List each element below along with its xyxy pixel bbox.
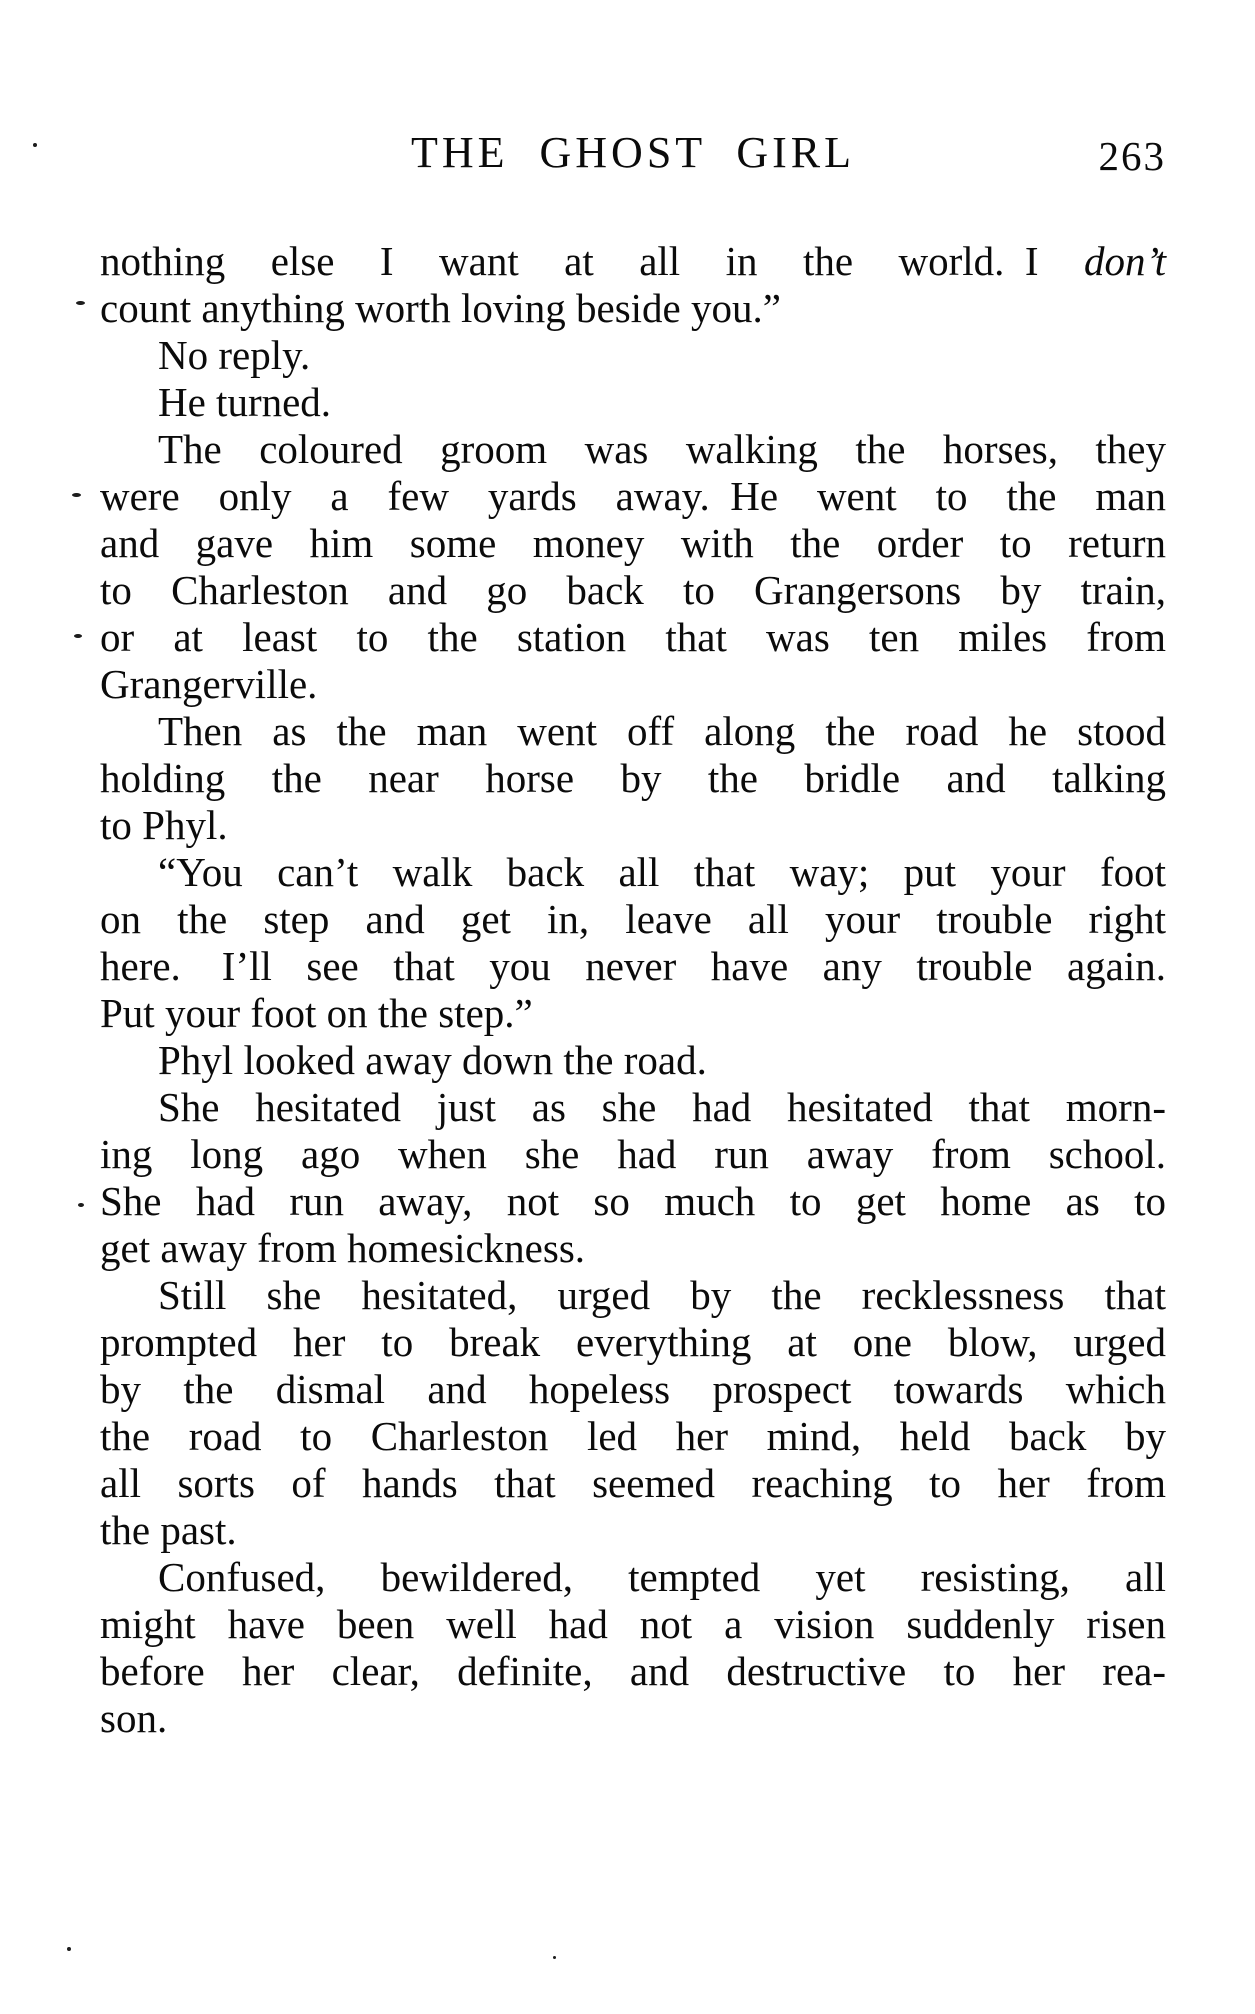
text-line: get away from homesickness. <box>100 1225 586 1271</box>
text-line: son. <box>100 1695 168 1741</box>
text-line: all sorts of hands that seemed reaching to her from <box>100 1460 1166 1506</box>
text-line: Still she hesitated, urged by the recklessness that <box>158 1272 1166 1318</box>
text-line: to Charleston and go back to Grangersons by train, <box>100 567 1166 613</box>
text-line: nothing else I want at all in the world. I don’t <box>100 238 1166 284</box>
text-line: the past. <box>100 1507 237 1553</box>
text-line: ing long ago when she had run away from school. <box>100 1131 1166 1177</box>
page-header <box>100 128 1166 180</box>
text-line: prompted her to break everything at one blow, urged <box>100 1319 1166 1365</box>
running-title: THE GHOST GIRL <box>410 128 856 177</box>
page-number: 263 <box>1098 133 1166 179</box>
text-line: by the dismal and hopeless prospect towards which <box>100 1366 1166 1412</box>
scan-speck <box>78 1203 84 1207</box>
scan-speck <box>33 143 37 147</box>
text-line: Confused, bewildered, tempted yet resisting, all <box>158 1554 1166 1600</box>
text-line: holding the near horse by the bridle and talking <box>100 755 1166 801</box>
text-line: Phyl looked away down the road. <box>158 1037 707 1083</box>
text-line: He turned. <box>158 379 332 425</box>
text-line: or at least to the station that was ten miles from <box>100 614 1166 660</box>
scan-speck <box>76 301 85 305</box>
text-line: No reply. <box>158 332 311 378</box>
text-line: count anything worth loving beside you.” <box>100 285 781 331</box>
text-line: here. I’ll see that you never have any trouble again. <box>100 943 1166 989</box>
text-line: on the step and get in, leave all your trouble right <box>100 896 1166 942</box>
scan-speck <box>67 1947 71 1951</box>
scan-speck <box>72 493 81 497</box>
text-line: were only a few yards away. He went to the man <box>100 473 1166 519</box>
text-line: the road to Charleston led her mind, held back by <box>100 1413 1166 1459</box>
scan-speck <box>74 634 82 638</box>
scan-speck <box>553 1956 556 1959</box>
text-line: might have been well had not a vision suddenly risen <box>100 1601 1166 1647</box>
text-line: “You can’t walk back all that way; put your foot <box>158 849 1166 895</box>
text-line: Grangerville. <box>100 661 318 707</box>
body-text <box>100 238 1166 1742</box>
text-line: She hesitated just as she had hesitated that morn- <box>158 1084 1166 1130</box>
text-line: before her clear, definite, and destructive to her rea- <box>100 1648 1166 1694</box>
text-line: to Phyl. <box>100 802 228 848</box>
text-line: The coloured groom was walking the horses, they <box>158 426 1166 472</box>
text-line: Then as the man went off along the road he stood <box>158 708 1166 754</box>
text-line: Put your foot on the step.” <box>100 990 533 1036</box>
text-line: and gave him some money with the order to return <box>100 520 1166 566</box>
text-line: She had run away, not so much to get home as to <box>100 1178 1166 1224</box>
